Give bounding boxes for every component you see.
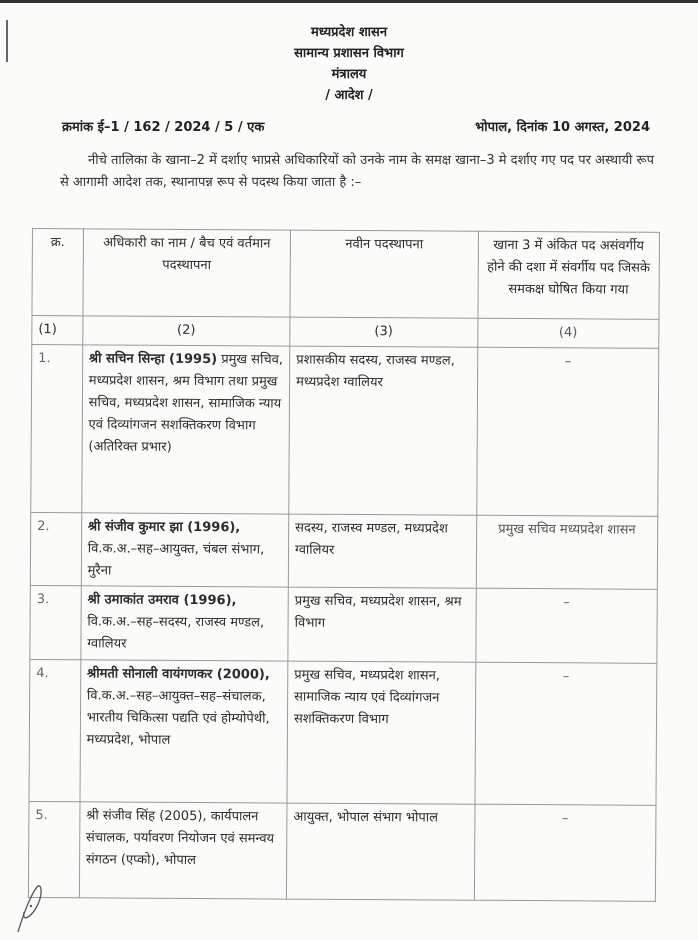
colnum-1: (1)	[32, 316, 83, 345]
table-row	[28, 801, 656, 901]
officer-name: श्री उमाकांत उमराव (1996),	[87, 592, 237, 609]
equivalent-post: –	[475, 588, 657, 663]
current-posting: वि.क.अ.–सह–आयुक्त, चंबल संभाग, मुरैना	[87, 541, 265, 579]
officer-name: श्री सचिन सिन्हा (1995)	[88, 351, 218, 368]
department-name: सामान्य प्रशासन विभाग	[294, 46, 404, 61]
colnum-4: (4)	[477, 318, 659, 348]
serial-number: 5.	[28, 801, 79, 897]
equivalent-post: –	[474, 804, 656, 901]
officer-name: श्री संजीव सिंह (2005),	[86, 808, 207, 825]
table-row	[30, 512, 657, 589]
current-posting: वि.क.अ.–सह–आयुक्त–सह–संचालक, भारतीय चिकित्सा पद्यति एवं होम्योपेथी, मध्यप्रदेश, भोपाल	[86, 688, 270, 748]
officer-name: श्रीमती सोनाली वायंगणकर (2000),	[86, 666, 270, 683]
place-date: भोपाल, दिनांक 10 अगस्त, 2024	[475, 120, 650, 135]
colnum-2: (2)	[83, 316, 290, 346]
order-text: नीचे तालिका के खाना–2 में दर्शाए भाप्रसे अधिकारियों को उनके नाम के समक्ष खाना–3 मे दर्शाए गए पद पर अस्थायी रूप से आगामी आदेश तक, स्थानापन्न रूप से पदस्थ किया जाता है :–	[60, 153, 654, 190]
ministry-name: मंत्रालय	[331, 67, 367, 82]
signature-mark-icon	[14, 882, 44, 934]
table-row	[30, 585, 657, 663]
table-header-row	[32, 229, 660, 320]
current-posting: कार्यपालन संचालक, पर्यावरण नियोजन एवं समन्वय संगठन (एप्को), भोपाल	[85, 809, 275, 869]
serial-number: 1.	[31, 345, 83, 513]
equivalent-post: –	[476, 347, 658, 516]
serial-number: 3.	[30, 585, 81, 659]
header-officer: अधिकारी का नाम / बैच एवं वर्तमान पदस्थापना	[83, 229, 291, 317]
table-row	[31, 345, 659, 517]
current-posting: वि.क.अ.–सह–सदस्य, राजस्व मण्डल, ग्वालियर	[87, 614, 265, 652]
serial-number: 2.	[30, 512, 81, 585]
order-paragraph	[60, 150, 654, 194]
order-number: क्रमांक ई–1 / 162 / 2024 / 5 / एक	[62, 120, 265, 135]
document-header	[0, 22, 698, 106]
new-posting: प्रमुख सचिव, मध्यप्रदेश शासन, श्रम विभाग	[288, 587, 476, 662]
new-posting: प्रशासकीय सदस्य, राजस्व मण्डल, मध्यप्रदेश ग्वालियर	[289, 346, 478, 515]
reference-line	[62, 117, 650, 135]
header-new-posting: नवीन पदस्थापना	[290, 230, 478, 318]
colnum-3: (3)	[290, 317, 478, 347]
document-type: / आदेश /	[325, 88, 373, 103]
new-posting: सदस्य, राजस्व मण्डल, मध्यप्रदेश ग्वालियर	[288, 514, 476, 588]
officer-cell	[81, 513, 289, 587]
table-row	[29, 659, 657, 805]
new-posting: प्रमुख सचिव, मध्यप्रदेश शासन, सामाजिक न्याय एवं दिव्यांगजन सशक्तिकरण विभाग	[287, 661, 475, 804]
officer-name: श्री संजीव कुमार झा (1996),	[87, 519, 241, 536]
serial-number: 4.	[29, 659, 81, 801]
officer-cell	[79, 802, 287, 899]
officer-cell	[80, 660, 288, 803]
officer-cell	[82, 345, 290, 514]
top-edge	[0, 0, 698, 3]
officer-cell	[81, 586, 289, 661]
equivalent-post: –	[475, 662, 657, 805]
new-posting: आयुक्त, भोपाल संभाग भोपाल	[286, 803, 474, 900]
government-name: मध्यप्रदेश शासन	[310, 25, 388, 40]
current-posting: प्रमुख सचिव, मध्यप्रदेश शासन, श्रम विभाग तथा प्रमुख सचिव, मध्यप्रदेश शासन, सामाजिक न्याय एवं दिव्यांगजन सशक्तिकरण विभाग (अतिरिक्त प्रभार)	[88, 352, 284, 455]
posting-table	[28, 228, 660, 902]
header-equivalent: खाना 3 में अंकित पद असंवर्गीय होने की दशा में संवर्गीय पद जिसके समकक्ष घोषित किया गया	[478, 231, 660, 319]
header-serial: क्र.	[32, 229, 83, 316]
equivalent-post: प्रमुख सचिव मध्यप्रदेश शासन	[476, 515, 658, 589]
column-number-row	[32, 316, 659, 349]
